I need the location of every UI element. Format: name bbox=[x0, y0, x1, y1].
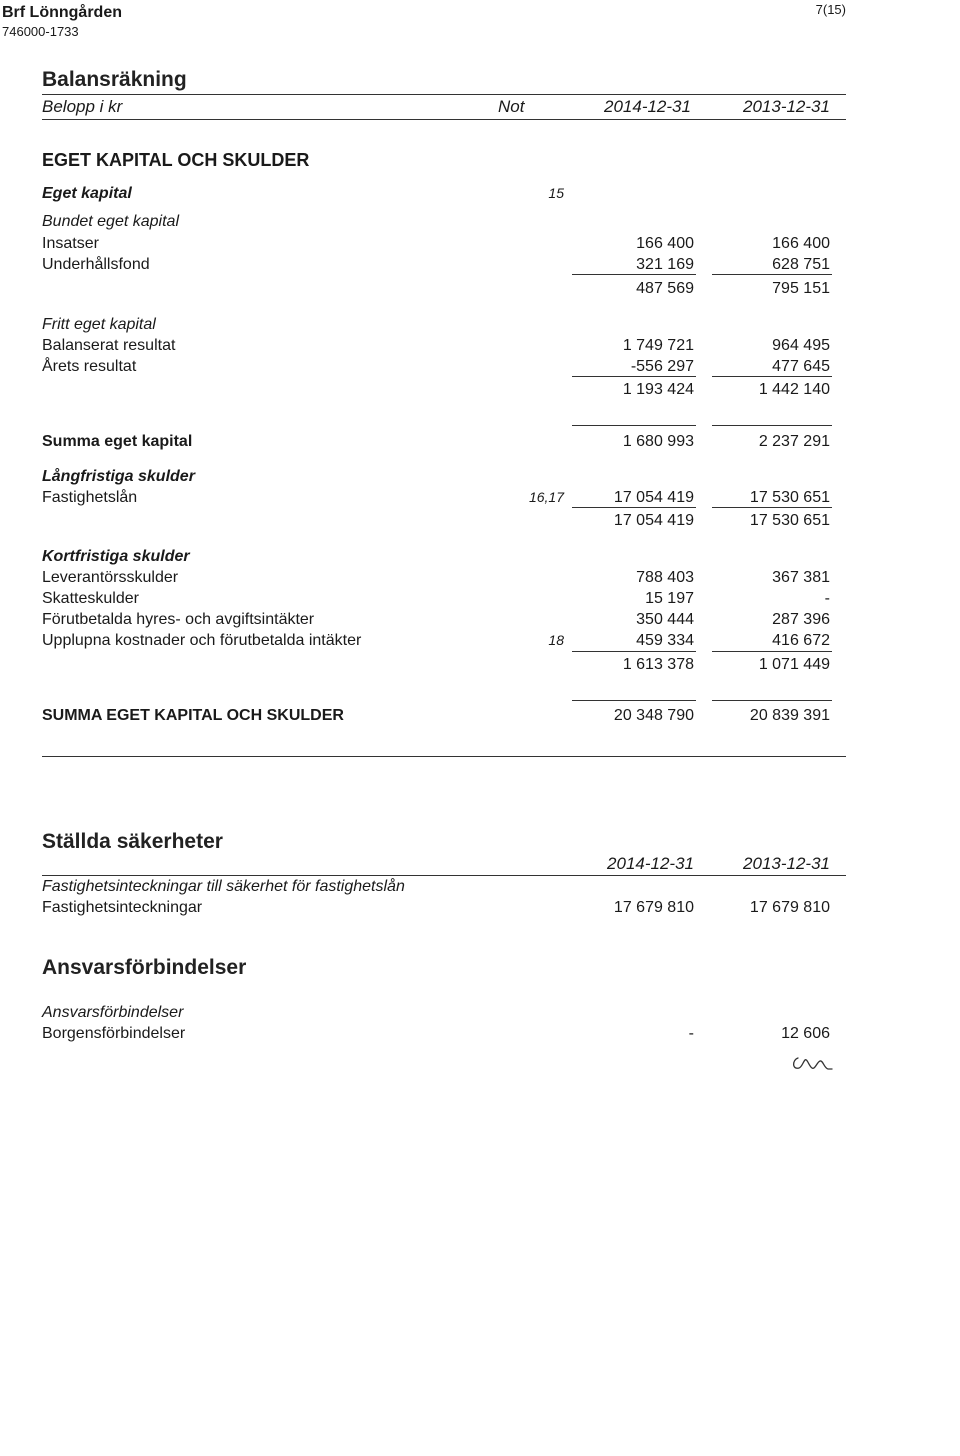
grand-total-rule bbox=[712, 700, 832, 701]
balance-sheet-title: Balansräkning bbox=[42, 68, 187, 91]
subtotal-rule bbox=[572, 651, 696, 652]
subtotal-row: 1 613 378 1 071 449 bbox=[622, 656, 830, 673]
table-row: Borgensförbindelser - 12 606 bbox=[42, 1025, 830, 1042]
section-divider bbox=[42, 756, 846, 757]
total-rule bbox=[572, 425, 696, 426]
amount-unit-label: Belopp i kr bbox=[42, 97, 123, 116]
subtotal-row: 17 054 419 17 530 651 bbox=[613, 512, 830, 529]
grand-total-row: SUMMA EGET KAPITAL OCH SKULDER 20 348 790 20 839 391 bbox=[42, 707, 830, 724]
page-number: 7(15) bbox=[815, 2, 846, 17]
equity-note: 15 bbox=[548, 185, 564, 201]
equity-heading: Eget kapital 15 bbox=[42, 185, 564, 202]
subtotal-row: 1 193 424 1 442 140 bbox=[622, 381, 830, 398]
section-title: EGET KAPITAL OCH SKULDER bbox=[42, 150, 310, 170]
restricted-equity-heading: Bundet eget kapital bbox=[42, 213, 179, 230]
column-header-row bbox=[42, 97, 846, 120]
year1-column-header: 2014-12-31 bbox=[604, 97, 691, 116]
subtotal-rule bbox=[572, 507, 696, 508]
subtotal-row: 487 569 795 151 bbox=[636, 280, 830, 297]
signature-initials-icon bbox=[790, 1052, 836, 1076]
org-number: 746000-1733 bbox=[2, 24, 79, 39]
table-row: Årets resultat -556 297 477 645 bbox=[42, 358, 830, 375]
table-row: Fastighetsinteckningar 17 679 810 17 679 810 bbox=[42, 899, 830, 916]
subtotal-rule bbox=[712, 507, 832, 508]
title-rule bbox=[42, 94, 846, 95]
pledged-assets-title: Ställda säkerheter bbox=[42, 830, 223, 853]
table-row: Skatteskulder 15 197 - bbox=[42, 590, 830, 607]
table-row: Leverantörsskulder 788 403 367 381 bbox=[42, 569, 830, 586]
unrestricted-equity-heading: Fritt eget kapital bbox=[42, 316, 156, 333]
table-row: Underhållsfond 321 169 628 751 bbox=[42, 256, 830, 273]
subtotal-rule bbox=[712, 376, 832, 377]
grand-total-rule bbox=[572, 700, 696, 701]
short-term-liabilities-heading: Kortfristiga skulder bbox=[42, 548, 190, 565]
long-term-liabilities-heading: Långfristiga skulder bbox=[42, 468, 195, 485]
org-name: Brf Lönngården bbox=[2, 4, 122, 21]
subtotal-rule bbox=[712, 274, 832, 275]
year2-column-header: 2013-12-31 bbox=[743, 97, 830, 116]
contingent-subtitle: Ansvarsförbindelser bbox=[42, 1004, 184, 1021]
pledged-year2-header: 2013-12-31 bbox=[743, 854, 830, 873]
total-rule bbox=[712, 425, 832, 426]
note-column-header: Not bbox=[498, 97, 525, 116]
subtotal-rule bbox=[572, 376, 696, 377]
table-row: Insatser 166 400 166 400 bbox=[42, 235, 830, 252]
table-row: Balanserat resultat 1 749 721 964 495 bbox=[42, 337, 830, 354]
table-row: Förutbetalda hyres- och avgiftsintäkter 350 444 287 396 bbox=[42, 611, 830, 628]
pledged-year1-header: 2014-12-31 bbox=[607, 854, 694, 873]
pledged-subtitle: Fastighetsinteckningar till säkerhet för fastighetslån bbox=[42, 878, 405, 895]
table-row: Fastighetslån 16,17 17 054 419 17 530 651 bbox=[42, 489, 830, 506]
contingent-liabilities-title: Ansvarsförbindelser bbox=[42, 956, 247, 979]
equity-total-row: Summa eget kapital 1 680 993 2 237 291 bbox=[42, 433, 830, 450]
table-row: Upplupna kostnader och förutbetalda intäkter 18 459 334 416 672 bbox=[42, 632, 830, 649]
subtotal-rule bbox=[572, 274, 696, 275]
pledged-year-headers bbox=[42, 853, 846, 874]
subtotal-rule bbox=[712, 651, 832, 652]
